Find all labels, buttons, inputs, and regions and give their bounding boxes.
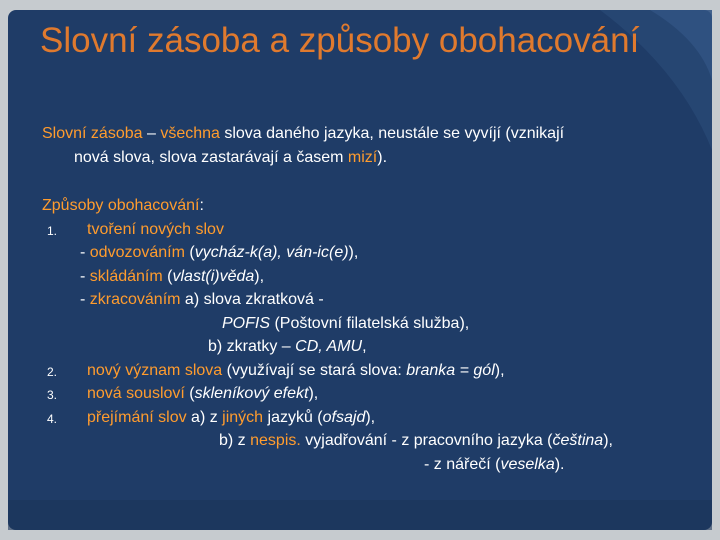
sub-item-odvozovani bbox=[42, 241, 720, 265]
item-text: (využívají se stará slova: bbox=[222, 361, 407, 379]
sub-term: skládáním bbox=[89, 267, 163, 285]
sub-end: ), bbox=[254, 267, 265, 285]
nespis-highlight: nespis. bbox=[250, 432, 301, 449]
pofis-text: (Poštovní filatelská služba), bbox=[270, 314, 470, 332]
list-number: 3. bbox=[47, 388, 58, 402]
item-label: tvoření nových slov bbox=[87, 220, 224, 238]
ways-heading bbox=[42, 194, 720, 218]
slide-body bbox=[42, 122, 720, 476]
prejimani-b-line bbox=[42, 429, 720, 453]
zkratky-example: CD, AMU bbox=[295, 338, 363, 355]
c-text: - z nářečí ( bbox=[424, 455, 501, 473]
prejimani-c-line bbox=[42, 453, 720, 477]
sub-item-zkracovani bbox=[42, 288, 720, 312]
definition-text-2: nová slova, slova zastarávají a časem bbox=[74, 148, 348, 166]
b-text-2: vyjadřování - z pracovního jazyka ( bbox=[300, 432, 553, 449]
dash: – bbox=[142, 125, 161, 142]
item-example: skleníkový efekt bbox=[194, 385, 309, 402]
pofis-example: POFIS bbox=[222, 314, 271, 332]
list-number: 2. bbox=[47, 364, 58, 379]
sub-dash: - bbox=[80, 244, 90, 261]
ways-heading-text: Způsoby obohacování bbox=[42, 197, 200, 214]
sub-term: zkracováním bbox=[89, 291, 181, 308]
list-item-1 bbox=[42, 218, 720, 242]
item-label: přejímání slov bbox=[87, 408, 187, 426]
sub-item-skladani bbox=[42, 265, 720, 289]
item-text-2: jazyků ( bbox=[263, 408, 323, 426]
sub-term: odvozováním bbox=[89, 244, 185, 261]
sub-dash: - bbox=[80, 267, 90, 285]
sub-text: ( bbox=[184, 244, 195, 261]
definition-text: slova daného jazyka, neustále se vyvíjí (vznikají bbox=[219, 125, 565, 142]
item-text: ( bbox=[184, 385, 195, 402]
definition-highlight: všechna bbox=[160, 125, 220, 142]
list-item-2 bbox=[42, 359, 720, 383]
definition-line-1 bbox=[42, 122, 720, 146]
item-end: ), bbox=[494, 361, 505, 379]
veselka-example: veselka bbox=[500, 455, 555, 473]
zkratky-line bbox=[42, 335, 720, 359]
item-example: branka = gól bbox=[406, 361, 495, 379]
zkratky-text: b) zkratky – bbox=[208, 338, 296, 355]
list-item-3 bbox=[42, 382, 720, 406]
c-end: ). bbox=[554, 455, 565, 473]
item-end: ), bbox=[365, 408, 376, 426]
zkratky-end: , bbox=[362, 338, 367, 355]
list-number: 4. bbox=[47, 411, 58, 426]
definition-term: Slovní zásoba bbox=[42, 125, 143, 142]
item-label: nový význam slova bbox=[87, 361, 223, 379]
sub-example: vlast(i)věda bbox=[172, 267, 255, 285]
cestina-example: čeština bbox=[552, 432, 604, 449]
sub-example: vycház-k(a), ván-ic(e) bbox=[194, 244, 349, 261]
definition-mizi: mizí bbox=[347, 148, 378, 166]
sub-end: ), bbox=[348, 244, 359, 261]
ways-colon: : bbox=[199, 197, 204, 214]
item-label: nová sousloví bbox=[87, 385, 185, 402]
item-example: ofsajd bbox=[322, 408, 366, 426]
pofis-line bbox=[42, 312, 720, 336]
definition-line-2 bbox=[42, 146, 720, 170]
b-text: b) z bbox=[219, 432, 251, 449]
item-highlight: jiných bbox=[222, 408, 264, 426]
sub-text: ( bbox=[162, 267, 173, 285]
sub-text: a) slova zkratková - bbox=[180, 291, 324, 308]
list-item-4 bbox=[42, 406, 720, 430]
item-end: ), bbox=[308, 385, 319, 402]
b-end: ), bbox=[603, 432, 613, 449]
definition-end: ). bbox=[377, 148, 388, 166]
item-text: a) z bbox=[186, 408, 223, 426]
list-number: 1. bbox=[47, 223, 58, 238]
slide-title: Slovní zásoba a způsoby obohacování bbox=[40, 21, 640, 60]
spacer bbox=[42, 169, 720, 194]
sub-dash: - bbox=[80, 291, 90, 308]
